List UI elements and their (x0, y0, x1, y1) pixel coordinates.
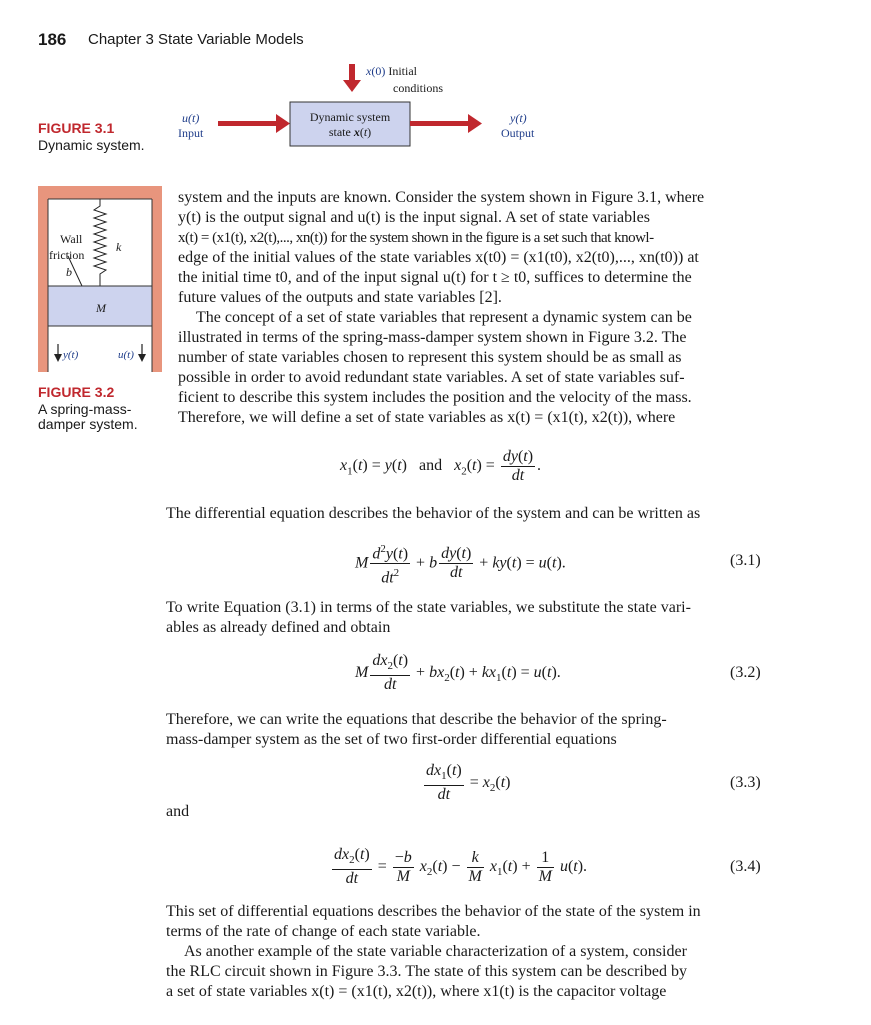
output-arrow-shaft (410, 121, 470, 126)
paragraph-1 (178, 188, 764, 308)
p6-line-1: This set of differential equations describes the behavior of the state of the system in (166, 903, 701, 920)
p2-line-2: illustrated in terms of the spring-mass-damper system shown in Figure 3.2. The (178, 329, 687, 346)
eq-and-word: and (418, 457, 443, 475)
figure-3-2-label: FIGURE 3.2 (38, 384, 115, 400)
input-label: Input (178, 126, 204, 140)
page-number: 186 (38, 30, 67, 49)
running-head: Chapter 3 State Variable Models (88, 31, 304, 48)
p7-line-2: the RLC circuit shown in Figure 3.3. The state of this system can be described by (166, 963, 687, 980)
p2-line-1: The concept of a set of state variables that represent a dynamic system can be (196, 309, 692, 326)
input-arrow-head (276, 114, 290, 133)
p4-line-1: To write Equation (3.1) in terms of the state variables, we substitute the state vari- (166, 599, 691, 616)
paragraph-4 (166, 598, 766, 638)
friction-label: friction (49, 248, 85, 262)
initial-conditions-top: x(0) Initial (366, 64, 417, 78)
p6-line-2: terms of the rate of change of each state variable. (166, 923, 481, 940)
equation-3-2-number: (3.2) (730, 664, 761, 681)
paragraph-2 (178, 308, 764, 428)
p1-line-1: system and the inputs are known. Consider the system shown in Figure 3.1, where (178, 189, 705, 206)
mass-label: M (96, 301, 106, 315)
output-label: Output (501, 126, 535, 140)
initial-conditions-bottom: conditions (393, 81, 443, 95)
equation-3-1: M $\frac{d^2y(t)}{dt^2}$ + b $\frac{dy(t)}{dt}$ + ky(t) = u(t). (355, 540, 566, 588)
p1-line-4: edge of the initial values of the state variables x(t0) = (x1(t0), x2(t0),..., xn(t0)) at (178, 249, 699, 266)
figure-3-1-diagram (170, 58, 550, 158)
initial-conditions-arrow-head (343, 80, 361, 92)
u-label: u(t) (118, 349, 134, 361)
figure-3-1-caption: Dynamic system. (38, 137, 145, 153)
and-word: and (166, 803, 190, 820)
paragraph-7 (166, 942, 766, 1002)
figure-3-2-caption-line-1: A spring-mass- (38, 401, 132, 417)
p1-line-3: x(t) = (x1(t), x2(t),..., xn(t)) for the system shown in the figure is a set such that knowl- (178, 230, 654, 246)
equation-3-3-number: (3.3) (730, 774, 761, 791)
p1-line-2: y(t) is the output signal and u(t) is the input signal. A set of state variables (178, 209, 650, 226)
equation-3-2: M $\frac{dx_2(t)}{dt}$ + $bx_2(t) + kx_1(t) = u(t)$. (355, 652, 561, 694)
right-wall (152, 199, 162, 372)
p5-line-2: mass-damper system as the set of two first-order differential equations (166, 731, 617, 748)
figure-3-2-diagram (38, 186, 162, 372)
k-label: k (116, 240, 122, 254)
paragraph-3: The differential equation describes the behavior of the system and can be written as (166, 505, 701, 522)
input-arrow-shaft (218, 121, 278, 126)
left-wall (38, 199, 48, 372)
p2-line-4: possible in order to avoid redundant state variables. A set of state variables suf- (178, 369, 685, 386)
output-symbol: y(t) (510, 111, 527, 125)
ceiling (38, 186, 162, 199)
figure-3-2-caption-line-2: damper system. (38, 416, 138, 432)
output-arrow-head (468, 114, 482, 133)
equation-3-3: $\frac{dx_1(t)}{dt}$ = $x_2(t)$ (426, 762, 511, 804)
p7-line-1: As another example of the state variable characterization of a system, consider (184, 943, 687, 960)
p7-line-3: a set of state variables x(t) = (x1(t), x2(t)), where x1(t) is the capacitor voltage (166, 983, 667, 1000)
state-definition-equation: $x_1(t) = y(t)$ and $x_2(t)$ = $\frac{dy(t)}{dt}$ . (340, 448, 542, 484)
p5-line-1: Therefore, we can write the equations that describe the behavior of the spring- (166, 711, 667, 728)
initial-conditions-arrow-shaft (349, 64, 355, 82)
b-label: b (66, 265, 72, 279)
p4-line-2: ables as already defined and obtain (166, 619, 391, 636)
p2-line-5: ficient to describe this system includes the position and the velocity of the mass. (178, 389, 692, 406)
equation-3-4: $\frac{dx_2(t)}{dt}$ = $\frac{-b}{M}$ $x_2(t)$ − $\frac{k}{M}$ $x_1(t)$ + $\frac{1}{M}$ u(t). (334, 846, 588, 888)
paragraph-6 (166, 902, 766, 942)
wall-label: Wall (60, 232, 83, 246)
p2-line-3: number of state variables chosen to represent this system should be as small as (178, 349, 682, 366)
p2-line-6: Therefore, we will define a set of state variables as x(t) = (x1(t), x2(t)), where (178, 409, 676, 426)
paragraph-5 (166, 710, 766, 750)
equation-3-4-number: (3.4) (730, 858, 761, 875)
y-label: y(t) (63, 349, 79, 361)
p1-line-5: the initial time t0, and of the input signal u(t) for t ≥ t0, suffices to determine the (178, 269, 692, 286)
input-symbol: u(t) (182, 111, 200, 125)
equation-3-1-number: (3.1) (730, 552, 761, 569)
p1-line-6: future values of the outputs and state variables [2]. (178, 289, 502, 306)
figure-3-1-label: FIGURE 3.1 (38, 120, 115, 136)
box-line-1: Dynamic system (309, 110, 391, 124)
box-line-2: state x(t) (328, 125, 372, 139)
